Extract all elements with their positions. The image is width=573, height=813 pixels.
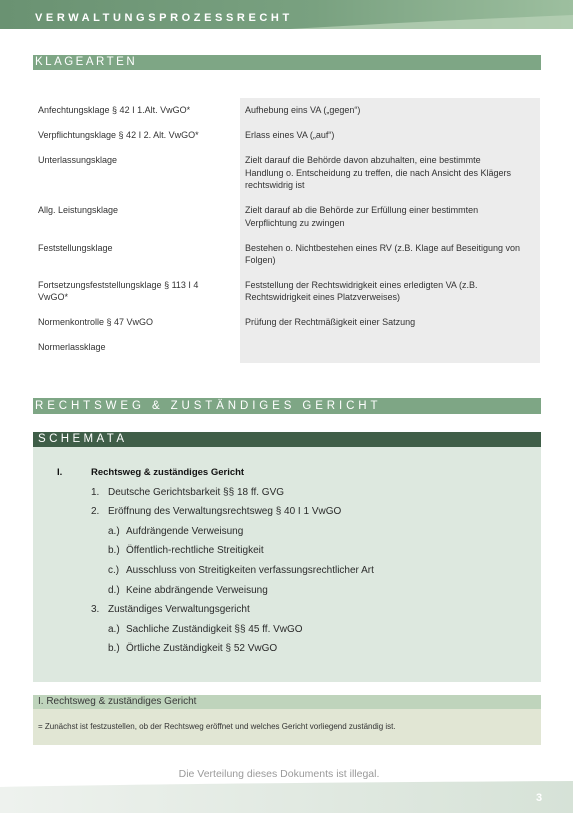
callout-text: = Zunächst ist festzustellen, ob der Rechtsweg eröffnet und welches Gericht vorliegend zuständig ist. — [33, 709, 541, 745]
outline-marker: 1. — [91, 486, 100, 498]
outline-submarker: b.) — [108, 643, 120, 655]
outline-heading — [33, 463, 541, 483]
outline-subitem — [33, 522, 541, 542]
outline-submarker: a.) — [108, 525, 120, 537]
footer-band — [0, 781, 573, 813]
table-row — [33, 148, 540, 198]
page-number: 3 — [536, 792, 543, 804]
outline-subtext: Aufdrängende Verweisung — [126, 525, 244, 537]
klage-description: Bestehen o. Nichtbestehen eines RV (z.B. Klage auf Beseitigung von Folgen) — [245, 242, 521, 265]
table-row — [33, 335, 540, 360]
klage-description: Feststellung der Rechtswidrigkeit eines erledigten VA (z.B. Rechtswidrigkeit eines Platzverweises) — [245, 279, 478, 303]
outline-item — [33, 502, 541, 522]
table-row — [33, 198, 540, 235]
outline-marker: 3. — [91, 604, 100, 616]
outline-subtext: Örtliche Zuständigkeit § 52 VwGO — [126, 643, 278, 655]
outline-submarker: c.) — [108, 564, 120, 576]
table-row — [33, 98, 540, 123]
klagearten-table — [33, 98, 540, 363]
outline-heading-text: Rechtsweg & zuständiges Gericht — [91, 467, 245, 478]
outline-subitem — [33, 620, 541, 640]
klage-type: Normerlassklage — [38, 342, 106, 353]
schemata-box — [33, 447, 541, 682]
footer-band-graphic — [0, 781, 573, 813]
outline-submarker: b.) — [108, 545, 120, 557]
outline-text: Eröffnung des Verwaltungsrechtsweg § 40 I 1 VwGO — [108, 506, 342, 518]
outline-subitem — [33, 561, 541, 581]
klage-type: Anfechtungsklage § 42 I 1.Alt. VwGO* — [38, 105, 191, 116]
running-title: VERWALTUNGSPROZESSRECHT — [35, 12, 293, 24]
outline-subtext: Sachliche Zuständigkeit §§ 45 ff. VwGO — [126, 623, 303, 635]
table-row — [33, 273, 540, 310]
outline-item — [33, 600, 541, 620]
outline-numeral: I. — [57, 467, 63, 478]
klage-type: Normenkontrolle § 47 VwGO — [38, 317, 154, 328]
outline-submarker: d.) — [108, 584, 120, 596]
callout-heading: I. Rechtsweg & zuständiges Gericht — [33, 695, 541, 709]
outline-subtext: Keine abdrängende Verweisung — [126, 584, 268, 596]
distribution-notice: Die Verteilung dieses Dokuments ist illegal. — [178, 768, 380, 780]
klage-description: Erlass eines VA („auf“) — [245, 130, 335, 141]
header-banner — [0, 0, 573, 30]
outline-subtext: Öffentlich-rechtliche Streitigkeit — [126, 545, 264, 557]
outline-submarker: a.) — [108, 623, 120, 635]
outline-subitem — [33, 639, 541, 659]
table-row — [33, 123, 540, 148]
klage-description: Aufhebung eins VA („gegen“) — [245, 105, 361, 116]
table-row — [33, 310, 540, 335]
klage-type: Feststellungsklage — [38, 242, 113, 253]
section-heading-schemata: SCHEMATA — [33, 432, 541, 447]
section-heading-klagearten: KLAGEARTEN — [33, 55, 541, 70]
outline-subitem — [33, 541, 541, 561]
klage-type: Allg. Leistungsklage — [38, 205, 119, 216]
klage-type: Fortsetzungsfeststellungsklage § 113 I 4 VwGO* — [38, 279, 199, 303]
klage-type: Unterlassungsklage — [38, 155, 118, 166]
outline-text: Zuständiges Verwaltungsgericht — [108, 604, 250, 616]
outline-subtext: Ausschluss von Streitigkeiten verfassungsrechtlicher Art — [126, 564, 374, 576]
klage-description — [240, 335, 540, 360]
klage-description: Zielt darauf die Behörde davon abzuhalten, eine bestimmte Handlung o. Entscheidung zu treffen, die nach Ansicht des Klägers rechtswidrig ist — [245, 155, 512, 191]
outline-text: Deutsche Gerichtsbarkeit §§ 18 ff. GVG — [108, 486, 285, 498]
table-row — [33, 235, 540, 272]
klage-description: Prüfung der Rechtmäßigkeit einer Satzung — [245, 317, 416, 328]
section-heading-rechtsweg: RECHTSWEG & ZUSTÄNDIGES GERICHT — [33, 398, 541, 414]
klage-type: Verpflichtungsklage § 42 I 2. Alt. VwGO* — [38, 130, 199, 141]
outline-marker: 2. — [91, 506, 100, 518]
klage-description: Zielt darauf ab die Behörde zur Erfüllung einer bestimmten Verpflichtung zu zwingen — [245, 205, 479, 228]
outline-item — [33, 483, 541, 503]
outline-subitem — [33, 581, 541, 601]
